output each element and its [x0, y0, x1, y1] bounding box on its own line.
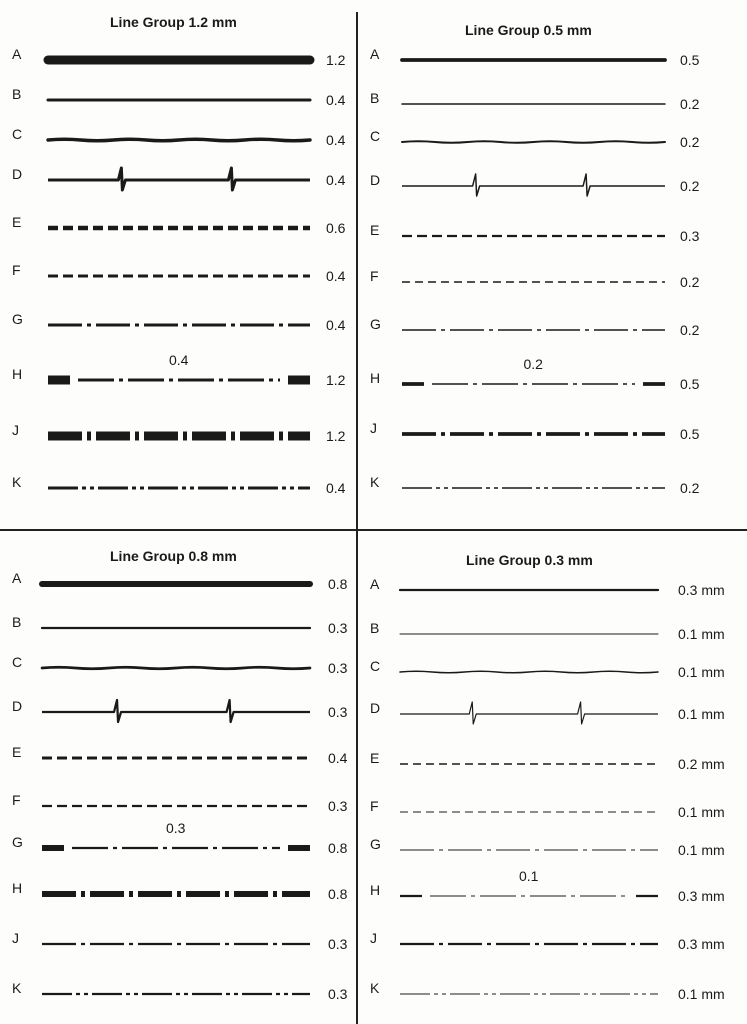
row-letter: A — [370, 46, 380, 62]
line-sample-freehand — [0, 652, 747, 692]
row-letter: C — [370, 658, 381, 674]
line-weight-value: 0.1 mm — [678, 842, 725, 858]
line-sample-continuous — [0, 614, 747, 654]
row-letter: K — [370, 474, 380, 490]
line-sample-chain — [0, 924, 747, 964]
row-letter: D — [370, 172, 381, 188]
line-weight-value: 1.2 — [326, 428, 346, 444]
line-weight-value: 0.3 — [328, 660, 348, 676]
row-letter: F — [370, 268, 379, 284]
line-weight-value: 0.3 — [680, 228, 700, 244]
line-weight-value: 0.2 — [680, 134, 700, 150]
line-weight-value: 0.3 mm — [678, 888, 725, 904]
row-letter: F — [370, 798, 379, 814]
line-weight-value: 0.3 — [328, 936, 348, 952]
row-letter: B — [370, 620, 380, 636]
row-letter: H — [370, 882, 381, 898]
quadrant-title: Line Group 0.8 mm — [110, 548, 237, 564]
line-weight-value: 1.2 — [326, 372, 346, 388]
line-weight-value: 0.5 — [680, 376, 700, 392]
row-letter: F — [12, 262, 21, 278]
line-weight-value: 0.4 — [326, 268, 346, 284]
horizontal-divider — [0, 529, 747, 531]
line-weight-value: 0.2 — [680, 322, 700, 338]
line-sample-chain — [0, 310, 747, 350]
row-letter: K — [370, 980, 380, 996]
line-sample-dashed — [0, 792, 747, 832]
mid-line-weight-label: 0.1 — [519, 868, 539, 884]
row-letter: J — [370, 930, 377, 946]
line-weight-value: 0.5 — [680, 52, 700, 68]
row-letter: A — [12, 46, 22, 62]
line-sample-chain-thick-ends — [0, 364, 747, 404]
row-letter: H — [370, 370, 381, 386]
row-letter: E — [12, 744, 22, 760]
row-letter: K — [12, 980, 22, 996]
quadrant-title: Line Group 1.2 mm — [110, 14, 237, 30]
line-sample-double-chain — [0, 468, 747, 508]
row-letter: C — [12, 126, 23, 142]
row-letter: K — [12, 474, 22, 490]
row-letter: H — [12, 880, 23, 896]
line-weight-value: 0.2 — [680, 480, 700, 496]
line-weight-value: 0.3 — [328, 798, 348, 814]
line-weight-value: 0.8 — [328, 886, 348, 902]
line-weight-value: 0.1 mm — [678, 986, 725, 1002]
quadrant-title: Line Group 0.5 mm — [465, 22, 592, 38]
line-weight-value: 0.2 — [680, 96, 700, 112]
mid-line-weight-label: 0.4 — [169, 352, 189, 368]
row-letter: G — [370, 316, 381, 332]
line-weight-value: 0.3 — [328, 704, 348, 720]
row-letter: C — [370, 128, 381, 144]
line-weight-value: 0.2 mm — [678, 756, 725, 772]
row-letter: B — [370, 90, 380, 106]
row-letter: B — [12, 614, 22, 630]
line-weight-value: 0.4 — [328, 750, 348, 766]
line-sample-dashed — [0, 216, 747, 256]
line-weight-value: 0.2 — [680, 178, 700, 194]
line-weight-value: 0.6 — [326, 220, 346, 236]
quadrant-title: Line Group 0.3 mm — [466, 552, 593, 568]
line-sample-zigzag — [0, 166, 747, 206]
line-sample-freehand — [0, 122, 747, 162]
row-letter: G — [12, 311, 23, 327]
line-weight-value: 0.8 — [328, 840, 348, 856]
mid-line-weight-label: 0.3 — [166, 820, 186, 836]
line-weight-value: 0.4 — [326, 172, 346, 188]
line-sample-chain — [0, 414, 747, 454]
line-weight-value: 1.2 — [326, 52, 346, 68]
line-sample-dashed — [0, 262, 747, 302]
line-weight-value: 0.4 — [326, 132, 346, 148]
row-letter: J — [12, 930, 19, 946]
line-weight-value: 0.4 — [326, 317, 346, 333]
line-weight-value: 0.8 — [328, 576, 348, 592]
line-weight-value: 0.1 mm — [678, 804, 725, 820]
line-weight-value: 0.3 mm — [678, 582, 725, 598]
row-letter: J — [12, 422, 19, 438]
line-weight-value: 0.5 — [680, 426, 700, 442]
line-sample-chain — [0, 830, 747, 870]
row-letter: E — [370, 750, 380, 766]
row-letter: F — [12, 792, 21, 808]
line-weight-value: 0.1 mm — [678, 664, 725, 680]
line-weight-value: 0.1 mm — [678, 706, 725, 722]
line-weight-value: 0.3 mm — [678, 936, 725, 952]
row-letter: A — [370, 576, 380, 592]
line-sample-zigzag — [0, 694, 747, 734]
line-weight-value: 0.4 — [326, 480, 346, 496]
row-letter: G — [12, 834, 23, 850]
line-sample-continuous — [0, 40, 747, 80]
line-weight-value: 0.3 — [328, 620, 348, 636]
line-sample-dashed — [0, 744, 747, 784]
line-weight-value: 0.3 — [328, 986, 348, 1002]
row-letter: C — [12, 654, 23, 670]
row-letter: G — [370, 836, 381, 852]
row-letter: H — [12, 366, 23, 382]
row-letter: D — [370, 700, 381, 716]
line-weight-value: 0.4 — [326, 92, 346, 108]
row-letter: D — [12, 166, 23, 182]
line-sample-continuous — [0, 84, 747, 124]
row-letter: J — [370, 420, 377, 436]
line-weight-value: 0.1 mm — [678, 626, 725, 642]
mid-line-weight-label: 0.2 — [523, 356, 543, 372]
line-sample-chain-thick-ends — [0, 876, 747, 916]
row-letter: E — [12, 214, 22, 230]
line-sample-double-chain — [0, 974, 747, 1014]
line-weight-value: 0.2 — [680, 274, 700, 290]
row-letter: B — [12, 86, 22, 102]
row-letter: D — [12, 698, 23, 714]
line-sample-continuous — [0, 570, 747, 610]
row-letter: A — [12, 570, 22, 586]
row-letter: E — [370, 222, 380, 238]
